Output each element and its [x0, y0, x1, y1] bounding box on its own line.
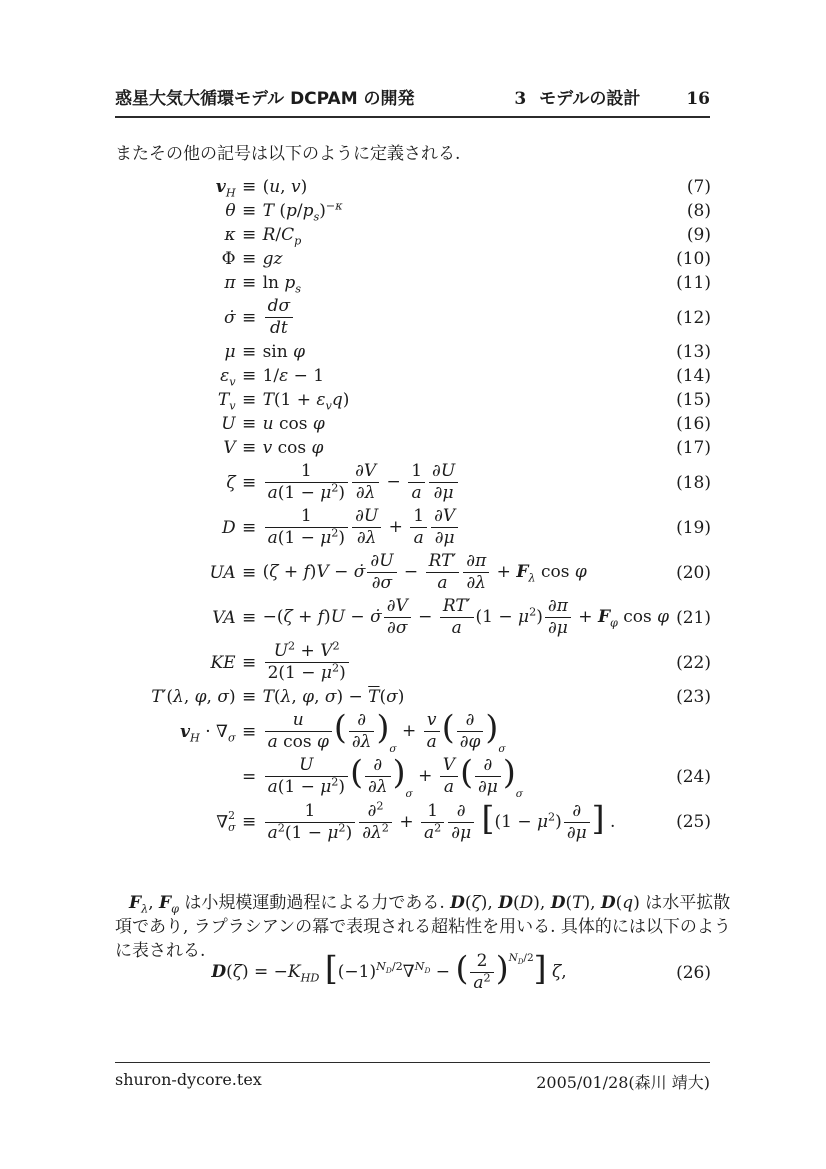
equation-number: (24) [676, 766, 711, 787]
equation-number: (19) [676, 517, 711, 538]
equation-relation: ≡ [241, 366, 257, 387]
equation-relation: ≡ [241, 517, 257, 538]
equation-row [115, 709, 711, 754]
equation-number: (8) [686, 201, 711, 221]
equation-rhs: $\frac{u}{\text{a cos φ}}$ ( ∂ ∂λ )$_\sigma$ + $\frac{v}{a}$ ( ∂ ∂φ )$_\sigma$ [263, 709, 670, 754]
equation-number: (12) [676, 307, 711, 328]
equation-rhs: (ζ + f)V − σ̇ $\frac{\partial U}{\partial\sigma}$ − $\frac{RT'}{a}$ $\frac{\partial\pi}{\partial\lambda}$ + $F_\lambda$ cos φ [262, 551, 587, 594]
equation-number: (23) [676, 687, 711, 708]
equation-number: (17) [676, 438, 711, 459]
equation-lhs: $v_H \cdot \nabla_\sigma$ [180, 721, 236, 745]
equation-relation: ≡ [241, 607, 257, 628]
equation-lhs: κ [224, 225, 236, 245]
equation-rhs: sin φ [262, 342, 306, 363]
equation-rhs: $\frac{U^2 + V^2}{2(1 - \mu^2)}$ [263, 640, 670, 685]
equation-row [115, 595, 711, 640]
equation-lhs: Φ [221, 249, 236, 269]
equation-number: (9) [686, 225, 711, 245]
equation-rhs: T(λ, φ, $\sigma) - \overline{T}(\sigma)$ [262, 687, 405, 708]
page-header [115, 84, 710, 118]
equation-lhs: D [221, 517, 236, 538]
equation-lhs: ζ [226, 472, 236, 493]
equation-row [115, 550, 711, 595]
equation-number: (22) [676, 652, 711, 673]
equation-relation: ≡ [241, 687, 257, 708]
equation-row [115, 800, 711, 845]
equation-rhs: u cos φ [262, 414, 325, 435]
equation-number: (20) [676, 562, 711, 583]
equation-number: (21) [676, 607, 711, 628]
equation-row [115, 460, 711, 505]
equation-rhs: $\frac{1}{a(1 - \mu^2)}$ $\frac{\partial U}{\partial\lambda}$ + $\frac{1}{a}$ $\frac{\partial V}{\partial\mu}$ [263, 505, 670, 550]
equation-row [115, 199, 711, 223]
running-section [514, 84, 710, 109]
equation-relation: ≡ [241, 273, 257, 293]
equations-table [115, 175, 711, 845]
equation-row [115, 388, 711, 412]
equation-relation: ≡ [241, 438, 257, 459]
equation-26-body: $D(\zeta) = -K_{HD}$ [$(-1)^{N_D/2}\nabla^{N_D}$ − ( $\frac{2}{a^2}$ )$^{N_D/2}$] ζ, [211, 948, 567, 994]
equation-lhs: θ [225, 201, 236, 221]
equation-row [115, 505, 711, 550]
equation-lhs: $\varepsilon_v$ [220, 366, 236, 389]
page-number: 16 [686, 89, 710, 109]
equation-lhs: V [223, 438, 236, 459]
equation-rhs: gz [262, 249, 283, 269]
equation-lhs: $T_v$ [217, 390, 236, 413]
equation-lhs: U [221, 414, 236, 435]
equation-row [115, 436, 711, 460]
equation-rhs: $\frac{1}{a(1 - \mu^2)}$ $\frac{\partial V}{\partial\lambda}$ − $\frac{1}{a}$ $\frac{\partial U}{\partial\mu}$ [263, 460, 670, 505]
equation-relation: ≡ [241, 249, 257, 269]
equation-lhs: σ̇ [224, 307, 236, 328]
equation-rhs: $\ln p_s$ [262, 273, 302, 296]
equation-relation: ≡ [241, 721, 257, 742]
equation-lhs: T′(λ, φ, σ) [151, 687, 236, 708]
section-number: 3 [514, 89, 527, 109]
equation-row [115, 364, 711, 388]
equation-relation: ≡ [241, 307, 257, 328]
equation-relation: ≡ [241, 342, 257, 363]
equation-lhs: ∇ 2 σ [216, 808, 236, 835]
equation-relation: ≡ [241, 390, 257, 411]
equation-row [115, 412, 711, 436]
equation-relation: ≡ [241, 414, 257, 435]
equation-row [115, 271, 711, 295]
equation-row [115, 175, 711, 199]
equation-row [115, 640, 711, 685]
equation-row [115, 295, 711, 340]
equation-rhs: $\frac{U}{a(1 - \mu^2)}$ ( ∂ ∂λ )$_\sigma$ + $\frac{V}{a}$ ( ∂ ∂μ )$_\sigma$ [263, 754, 670, 799]
intro-sentence: またその他の記号は以下のように定義される. [115, 144, 461, 164]
equation-row [115, 340, 711, 364]
equation-row [115, 685, 711, 709]
equation-number: (13) [676, 342, 711, 363]
page-footer [115, 1062, 710, 1093]
equation-rhs: $R/C_p$ [262, 225, 302, 248]
equation-lhs: UA [209, 562, 236, 583]
footer-filename: shuron-dycore.tex [115, 1070, 262, 1089]
equation-number [669, 709, 711, 754]
equation-number: (18) [676, 472, 711, 493]
equation-relation: = [241, 766, 257, 787]
equation-lhs: $v_H$ [215, 177, 236, 200]
paragraph-line: に表される. [115, 941, 206, 961]
equation-relation: ≡ [241, 201, 257, 221]
equation-lhs [115, 754, 236, 799]
equation-relation: ≡ [241, 177, 257, 197]
paragraph-line: 項であり, ラプラシアンの冪で表現される超粘性を用いる. 具体的には以下のよう [115, 917, 731, 937]
paragraph-line: $F_\lambda$, $F_\varphi$ は小規模運動過程による力である. D(ζ), D(D), D(T), D(q) は水平拡散 [129, 893, 731, 916]
equation-relation: ≡ [241, 562, 257, 583]
equation-relation: ≡ [241, 225, 257, 245]
equation-number: (14) [676, 366, 711, 387]
equation-number: (10) [676, 249, 711, 269]
equation-lhs: π [224, 273, 236, 293]
equation-rhs: T $(p/p_s)^{-\kappa}$ [262, 199, 343, 224]
equation-26-number: (26) [676, 962, 711, 983]
equation-lhs: KE [210, 652, 236, 673]
equation-relation: ≡ [241, 652, 257, 673]
running-title: 惑星大気大循環モデル DCPAM の開発 [115, 89, 415, 109]
section-title: モデルの設計 [539, 89, 641, 109]
equation-lhs: VA [212, 607, 236, 628]
equation-row [115, 754, 711, 799]
equation-rhs: (u, v) [262, 177, 308, 197]
equation-row [115, 223, 711, 247]
footer-date-author: 2005/01/28(森川 靖大) [536, 1073, 710, 1092]
equation-number: (25) [676, 812, 711, 833]
equation-number: (11) [676, 273, 711, 293]
equation-relation: ≡ [241, 812, 257, 833]
equation-number: (16) [676, 414, 711, 435]
equation-rhs: −(ζ + f)U − σ̇ $\frac{\partial V}{\partial\sigma}$ − $\frac{RT'}{a}$ $(1 - \mu^2)$ $\frac{\partial\pi}{\partial\mu}$ + $F_\varphi$ cos φ [262, 596, 670, 639]
equation-lhs: μ [224, 342, 236, 363]
equation-rhs: 1/ε − 1 [262, 366, 325, 387]
equation-number: (15) [676, 390, 711, 411]
equation-rhs: v cos φ [262, 438, 324, 459]
equation-rhs: $T(1 + \varepsilon_vq)$ [262, 390, 350, 413]
equation-relation: ≡ [241, 472, 257, 493]
equation-number: (7) [686, 177, 711, 197]
equation-rhs: $\frac{1}{a^2(1 - \mu^2)}$ $\frac{\partial^2}{\partial\lambda^2}$ + $\frac{1}{a^2}$ ∂ ∂μ [$(1 - \mu^2)$ ∂ ∂μ ] . [263, 800, 670, 845]
equation-row [115, 247, 711, 271]
equation-rhs: $\frac{d\sigma}{dt}$ [263, 295, 670, 340]
